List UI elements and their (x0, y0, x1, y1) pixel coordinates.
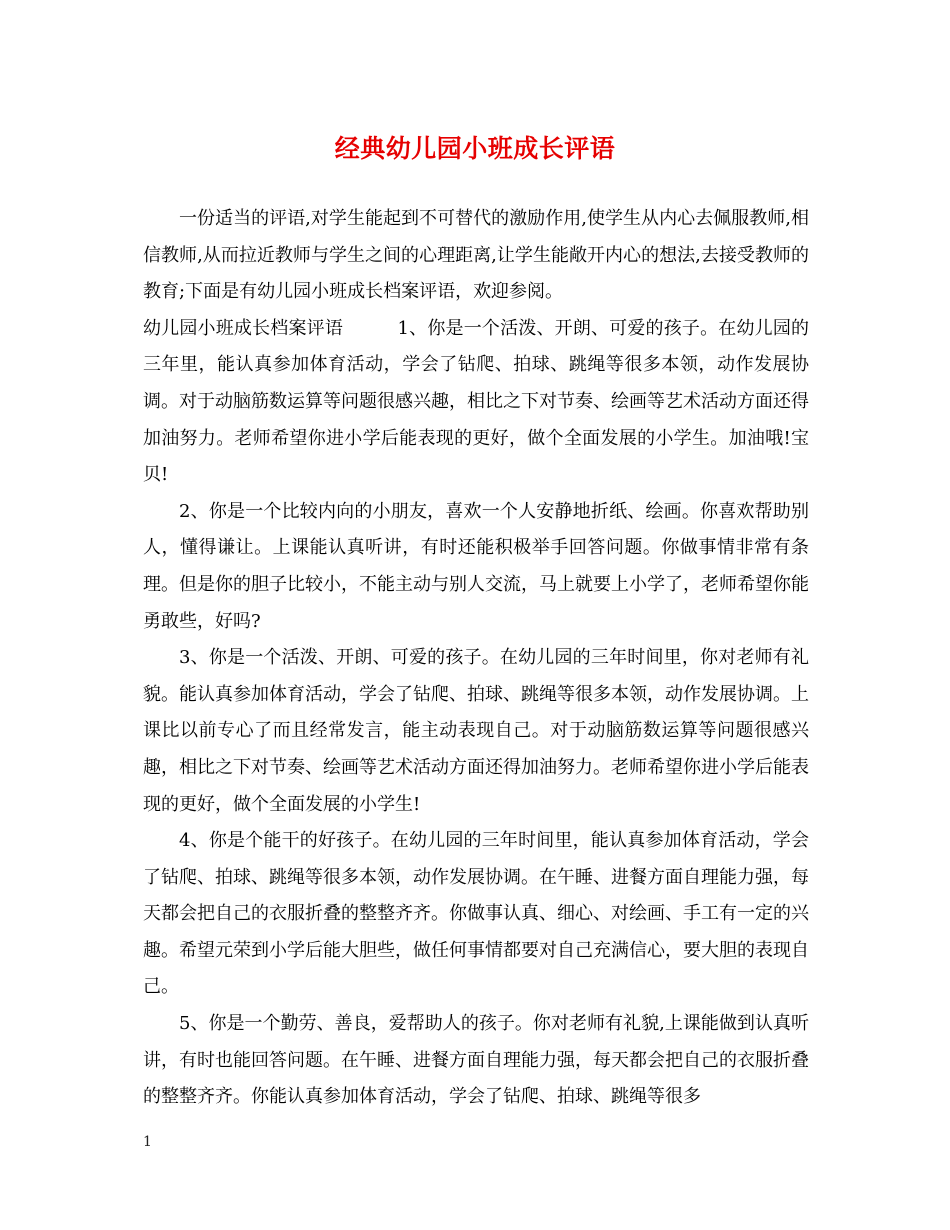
page-number: 1 (143, 1134, 152, 1150)
intro-paragraph: 一份适当的评语,对学生能起到不可替代的激励作用,使学生从内心去佩服教师,相信教师,从而拉近教师与学生之间的心理距离,让学生能敞开内心的想法,去接受教师的教育;下面是有幼儿园小班成长档案评语，欢迎参阅。 (143, 208, 809, 303)
document-title: 经典幼儿园小班成长评语 (334, 134, 616, 163)
document-body (143, 201, 809, 1116)
section-paragraph-1: 幼儿园小班成长档案评语 1、你是一个活泼、开朗、可爱的孩子。在幼儿园的三年里，能认真参加体育活动，学会了钻爬、拍球、跳绳等很多本领，动作发展协调。对于动脑筋数运算等问题很感兴趣，相比之下对节奏、绘画等艺术活动方面还得加油努力。老师希望你进小学后能表现的更好，做个全面发展的小学生。加油哦!宝贝! (143, 317, 809, 486)
section-paragraph-2: 2、你是一个比较内向的小朋友，喜欢一个人安静地折纸、绘画。你喜欢帮助别人，懂得谦让。上课能认真听讲，有时还能积极举手回答问题。你做事情非常有条理。但是你的胆子比较小，不能主动与别人交流，马上就要上小学了，老师希望你能勇敢些，好吗? (143, 500, 809, 632)
section-paragraph-4: 4、你是个能干的好孩子。在幼儿园的三年时间里，能认真参加体育活动，学会了钻爬、拍球、跳绳等很多本领，动作发展协调。在午睡、进餐方面自理能力强，每天都会把自己的衣服折叠的整整齐齐。你做事认真、细心、对绘画、手工有一定的兴趣。希望元荣到小学后能大胆些，做任何事情都要对自己充满信心，要大胆的表现自己。 (143, 830, 809, 998)
section-paragraph-5: 5、你是一个勤劳、善良，爱帮助人的孩子。你对老师有礼貌,上课能做到认真听讲，有时也能回答问题。在午睡、进餐方面自理能力强，每天都会把自己的衣服折叠的整整齐齐。你能认真参加体育活动，学会了钻爬、拍球、跳绳等很多 (143, 1013, 809, 1108)
section-paragraph-3: 3、你是一个活泼、开朗、可爱的孩子。在幼儿园的三年时间里，你对老师有礼貌。能认真参加体育活动，学会了钻爬、拍球、跳绳等很多本领，动作发展协调。上课比以前专心了而且经常发言，能主动表现自己。对于动脑筋数运算等问题很感兴趣，相比之下对节奏、绘画等艺术活动方面还得加油努力。老师希望你进小学后能表现的更好，做个全面发展的小学生! (143, 647, 809, 815)
